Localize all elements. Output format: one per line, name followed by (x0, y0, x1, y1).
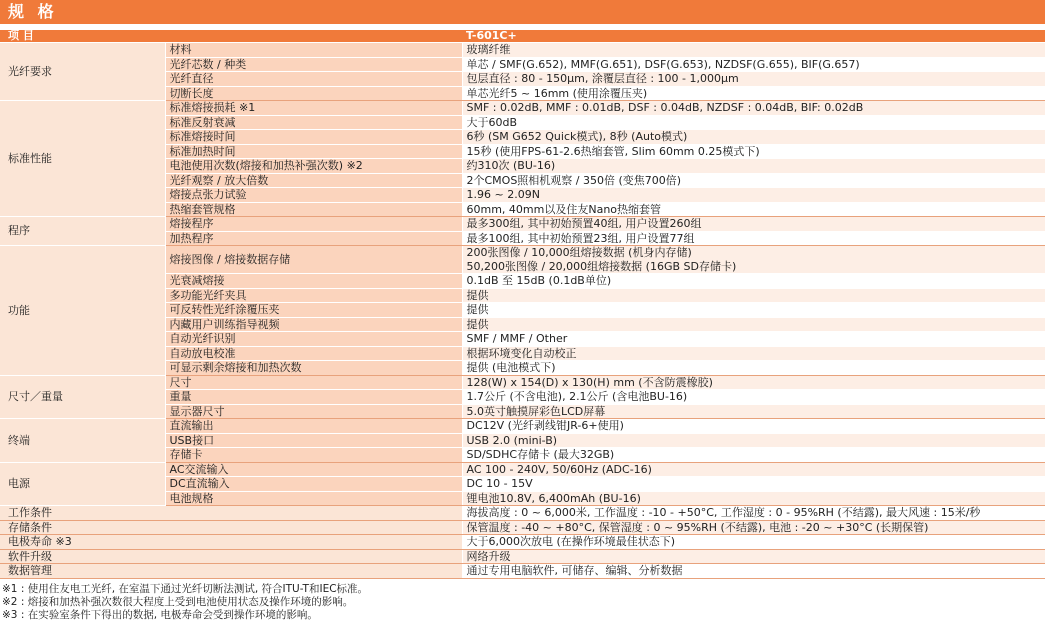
category-label: 终端 (0, 419, 165, 463)
item-value: 包层直径 : 80 - 150μm, 涂覆层直径 : 100 - 1,000μm (462, 72, 1045, 87)
item-value: 1.7公斤 (不含电池), 2.1公斤 (含电池BU-16) (462, 390, 1045, 405)
item-value: 提供 (462, 317, 1045, 332)
item-value: AC 100 - 240V, 50/60Hz (ADC-16) (462, 462, 1045, 477)
item-value: SD/SDHC存储卡 (最大32GB) (462, 448, 1045, 463)
item-label: 多功能光纤夹具 (165, 288, 462, 303)
item-label: 标准加热时间 (165, 144, 462, 159)
spec-title: 规 格 (0, 0, 1045, 24)
item-label: 工作条件 (0, 506, 462, 521)
item-value: 单芯光纤5 ~ 16mm (使用涂覆压夹) (462, 86, 1045, 101)
item-label: 自动放电校准 (165, 346, 462, 361)
item-value: 提供 (462, 288, 1045, 303)
item-label: 光纤直径 (165, 72, 462, 87)
footnote: ※3 : 在实验室条件下得出的数据, 电极寿命会受到操作环境的影响。 (2, 608, 318, 621)
table-row (0, 43, 1045, 58)
table-row (0, 375, 1045, 390)
item-value: 单芯 / SMF(G.652), MMF(G.651), DSF(G.653), NZDSF(G.655), BIF(G.657) (462, 57, 1045, 72)
item-label: 存储条件 (0, 520, 462, 535)
item-label: 切断长度 (165, 86, 462, 101)
category-label: 光纤要求 (0, 43, 165, 101)
item-label: 自动光纤识别 (165, 332, 462, 347)
item-value: SMF / MMF / Other (462, 332, 1045, 347)
item-value-line: 200张图像 / 10,000组熔接数据 (机身内存储) (466, 246, 692, 259)
item-label: AC交流输入 (165, 462, 462, 477)
category-label: 电源 (0, 462, 165, 506)
item-value: 海拔高度 : 0 ~ 6,000米, 工作温度 : -10 - +50°C, 工作湿度 : 0 - 95%RH (不结露), 最大风速 : 15米/秒 (462, 506, 1045, 521)
item-value: 大于6,000次放电 (在操作环境最佳状态下) (462, 535, 1045, 550)
table-header-row (0, 30, 1045, 43)
item-value: DC12V (光纤剥线钳JR-6+使用) (462, 419, 1045, 434)
category-label: 尺寸／重量 (0, 375, 165, 419)
footnote: ※1 : 使用住友电工光纤, 在室温下通过光纤切断法测试, 符合ITU-T和IEC标准。 (2, 582, 369, 595)
item-label: 重量 (165, 390, 462, 405)
item-label: 加热程序 (165, 231, 462, 246)
item-label: 标准反射衰减 (165, 115, 462, 130)
item-label: 显示器尺寸 (165, 404, 462, 419)
category-label: 标准性能 (0, 101, 165, 217)
item-value: 5.0英寸触摸屏彩色LCD屏幕 (462, 404, 1045, 419)
item-value: 根据环境变化自动校正 (462, 346, 1045, 361)
table-row (0, 520, 1045, 535)
table-row (0, 217, 1045, 232)
item-label: 可显示剩余熔接和加热次数 (165, 361, 462, 376)
item-label: 数据管理 (0, 564, 462, 579)
item-label: 标准熔接损耗 ※1 (165, 101, 462, 116)
table-row (0, 564, 1045, 579)
item-label: 电池规格 (165, 491, 462, 506)
table-row (0, 419, 1045, 434)
item-label: 光纤观察 / 放大倍数 (165, 173, 462, 188)
table-row (0, 246, 1045, 274)
item-value: 提供 (电池模式下) (462, 361, 1045, 376)
item-value: 网络升级 (462, 549, 1045, 564)
item-value: 1.96 ~ 2.09N (462, 188, 1045, 203)
item-label: 熔接图像 / 熔接数据存储 (165, 246, 462, 274)
table-row (0, 101, 1045, 116)
item-value: 0.1dB 至 15dB (0.1dB单位) (462, 274, 1045, 289)
item-label: 熔接程序 (165, 217, 462, 232)
item-label: 软件升级 (0, 549, 462, 564)
item-label: 电极寿命 ※3 (0, 535, 462, 550)
table-row (0, 549, 1045, 564)
item-value (462, 246, 1045, 274)
item-value: 128(W) x 154(D) x 130(H) mm (不含防震橡胶) (462, 375, 1045, 390)
item-label: 内藏用户训练指导视频 (165, 317, 462, 332)
category-label: 程序 (0, 217, 165, 246)
item-value: 通过专用电脑软件, 可储存、编辑、分析数据 (462, 564, 1045, 579)
footnote: ※2 : 熔接和加热补强次数很大程度上受到电池使用状态及操作环境的影响。 (2, 595, 354, 608)
table-row (0, 535, 1045, 550)
category-label: 功能 (0, 246, 165, 376)
item-label: 光衰减熔接 (165, 274, 462, 289)
header-model: T-601C+ (462, 30, 1045, 43)
spec-table (0, 30, 1045, 579)
item-value: 6秒 (SM G652 Quick模式), 8秒 (Auto模式) (462, 130, 1045, 145)
table-row (0, 506, 1045, 521)
table-row (0, 462, 1045, 477)
item-label: 熔接点张力试验 (165, 188, 462, 203)
item-value: 2个CMOS照相机观察 / 350倍 (变焦700倍) (462, 173, 1045, 188)
item-label: 可反转性光纤涂覆压夹 (165, 303, 462, 318)
item-value: 大于60dB (462, 115, 1045, 130)
item-value: 15秒 (使用FPS-61-2.6热缩套管, Slim 60mm 0.25模式下) (462, 144, 1045, 159)
item-value: DC 10 - 15V (462, 477, 1045, 492)
item-label: 电池使用次数(熔接和加热补强次数) ※2 (165, 159, 462, 174)
item-value: 约310次 (BU-16) (462, 159, 1045, 174)
item-label: 热缩套管规格 (165, 202, 462, 217)
item-value: 提供 (462, 303, 1045, 318)
footnotes (0, 583, 1045, 622)
item-label: 直流输出 (165, 419, 462, 434)
item-value: 最多300组, 其中初始预置40组, 用户设置260组 (462, 217, 1045, 232)
item-label: 光纤芯数 / 种类 (165, 57, 462, 72)
item-label: DC直流输入 (165, 477, 462, 492)
item-value-line: 50,200张图像 / 20,000组熔接数据 (16GB SD存储卡) (466, 259, 737, 273)
item-label: 标准熔接时间 (165, 130, 462, 145)
item-label: 材料 (165, 43, 462, 58)
item-value: 保管温度 : -40 ~ +80°C, 保管湿度 : 0 ~ 95%RH (不结露), 电池 : -20 ~ +30°C (长期保管) (462, 520, 1045, 535)
item-value: 60mm, 40mm以及住友Nano热缩套管 (462, 202, 1045, 217)
item-value: SMF : 0.02dB, MMF : 0.01dB, DSF : 0.04dB, NZDSF : 0.04dB, BIF: 0.02dB (462, 101, 1045, 116)
item-label: USB接口 (165, 433, 462, 448)
header-item: 项 目 (0, 30, 462, 43)
item-label: 尺寸 (165, 375, 462, 390)
item-label: 存储卡 (165, 448, 462, 463)
item-value: USB 2.0 (mini-B) (462, 433, 1045, 448)
item-value: 最多100组, 其中初始预置23组, 用户设置77组 (462, 231, 1045, 246)
item-value: 玻璃纤维 (462, 43, 1045, 58)
item-value: 锂电池10.8V, 6,400mAh (BU-16) (462, 491, 1045, 506)
